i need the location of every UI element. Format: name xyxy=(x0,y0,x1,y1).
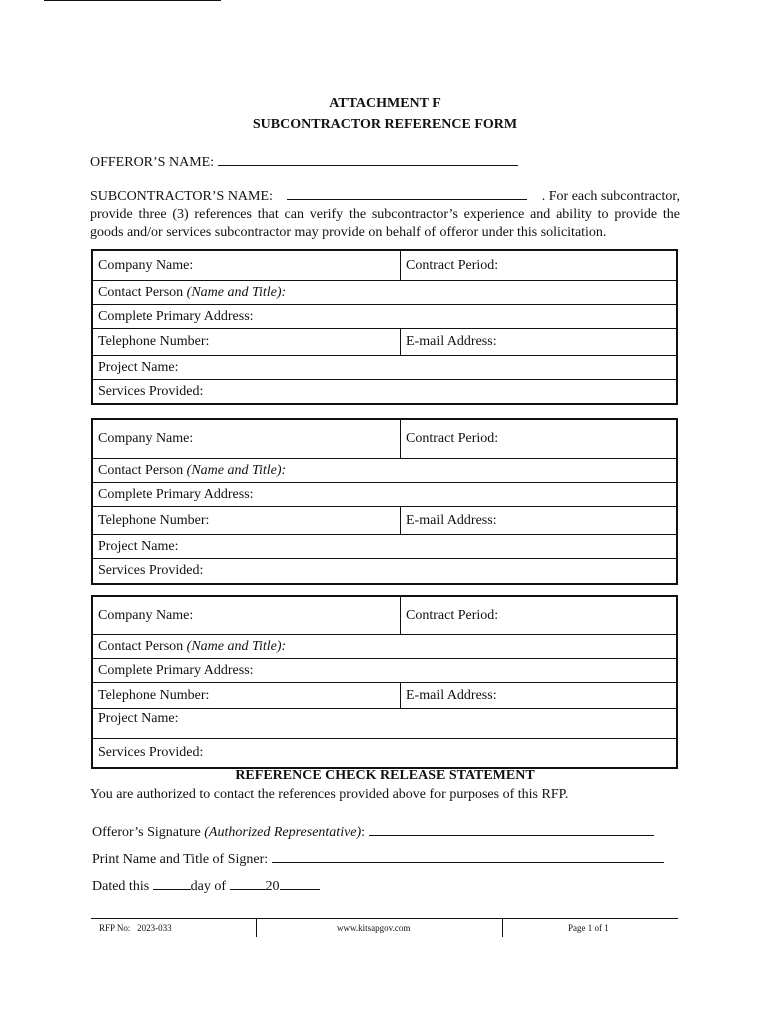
intro-text: provide three (3) references that can verify the subcontractor’s experience and ability to provide the goods and/or services subcontractor may provide on behalf of offeror under this solicitation. xyxy=(90,207,680,240)
email-field[interactable] xyxy=(401,507,676,534)
footer-divider xyxy=(502,919,503,937)
contact-person-label: Contact Person xyxy=(98,638,187,654)
dated-row xyxy=(92,876,320,895)
company-name-field[interactable] xyxy=(93,597,401,634)
company-name-label: Company Name: xyxy=(98,431,194,446)
address-field[interactable] xyxy=(93,305,676,328)
contact-person-label: Contact Person xyxy=(98,462,187,478)
telephone-field[interactable] xyxy=(93,683,401,708)
contract-period-field[interactable] xyxy=(401,597,676,634)
telephone-field[interactable] xyxy=(93,329,401,355)
email-field[interactable] xyxy=(401,683,676,708)
top-rule xyxy=(44,0,221,1)
offeror-name-field[interactable] xyxy=(218,152,518,166)
address-field[interactable] xyxy=(93,659,676,682)
form-title: SUBCONTRACTOR REFERENCE FORM xyxy=(252,117,518,132)
project-name-field[interactable] xyxy=(93,356,676,379)
contract-period-label: Contract Period: xyxy=(406,431,499,446)
telephone-label: Telephone Number: xyxy=(98,512,210,528)
company-name-label: Company Name: xyxy=(98,257,194,273)
offeror-name-row xyxy=(90,152,518,171)
contact-person-hint: (Name and Title): xyxy=(186,638,287,654)
telephone-field[interactable] xyxy=(93,507,401,534)
dated-this-label: Dated this xyxy=(92,879,153,894)
contact-person-field[interactable] xyxy=(93,281,676,304)
contract-period-field[interactable] xyxy=(401,420,676,458)
subcontractor-name-label: SUBCONTRACTOR’S NAME: xyxy=(90,189,273,204)
contact-person-field[interactable] xyxy=(93,635,676,658)
intro-tail-first: . For each subcontractor, xyxy=(541,189,680,204)
services-provided-label: Services Provided: xyxy=(98,745,204,760)
year-prefix-label: 20 xyxy=(265,879,280,894)
release-statement-title: REFERENCE CHECK RELEASE STATEMENT xyxy=(235,768,535,783)
print-name-row xyxy=(92,849,664,868)
services-provided-field[interactable] xyxy=(93,739,676,767)
project-name-field[interactable] xyxy=(93,709,676,738)
contact-person-label: Contact Person xyxy=(98,284,187,300)
reference-block-3 xyxy=(91,595,678,769)
company-name-field[interactable] xyxy=(93,251,401,280)
address-label: Complete Primary Address: xyxy=(98,486,254,502)
reference-block-2 xyxy=(91,418,678,585)
signature-label: Offeror’s Signature xyxy=(92,825,205,840)
signature-colon: : xyxy=(361,825,366,840)
contact-person-field[interactable] xyxy=(93,459,676,482)
services-provided-label: Services Provided: xyxy=(98,563,204,578)
footer-divider xyxy=(256,919,257,937)
services-provided-label: Services Provided: xyxy=(98,383,204,399)
contract-period-field[interactable] xyxy=(401,251,676,280)
reference-block-1 xyxy=(91,249,678,405)
print-name-field[interactable] xyxy=(272,849,664,863)
subcontractor-name-field[interactable] xyxy=(287,186,527,200)
telephone-label: Telephone Number: xyxy=(98,687,210,703)
year-field[interactable] xyxy=(280,876,320,890)
contract-period-label: Contract Period: xyxy=(406,607,499,623)
footer-rfp-number: RFP No: 2023-033 xyxy=(99,923,172,933)
day-of-label: day of xyxy=(190,879,230,894)
footer-page-number: Page 1 of 1 xyxy=(568,923,609,933)
contact-person-hint: (Name and Title): xyxy=(186,284,287,300)
company-name-field[interactable] xyxy=(93,420,401,458)
company-name-label: Company Name: xyxy=(98,607,194,623)
offeror-name-label: OFFEROR’S NAME: xyxy=(90,155,215,170)
attachment-title: ATTACHMENT F xyxy=(329,96,441,111)
address-field[interactable] xyxy=(93,483,676,506)
contract-period-label: Contract Period: xyxy=(406,257,499,273)
footer-website: www.kitsapgov.com xyxy=(337,923,411,933)
services-provided-field[interactable] xyxy=(93,380,676,403)
email-label: E-mail Address: xyxy=(406,512,497,528)
intro-paragraph xyxy=(90,186,680,242)
signature-field[interactable] xyxy=(369,822,654,836)
month-field[interactable] xyxy=(230,876,266,890)
address-label: Complete Primary Address: xyxy=(98,308,254,324)
services-provided-field[interactable] xyxy=(93,559,676,583)
project-name-label: Project Name: xyxy=(98,359,179,375)
contact-person-hint: (Name and Title): xyxy=(186,462,287,478)
address-label: Complete Primary Address: xyxy=(98,662,254,678)
day-field[interactable] xyxy=(153,876,191,890)
release-statement-text: You are authorized to contact the references provided above for purposes of this RFP. xyxy=(90,787,569,802)
project-name-field[interactable] xyxy=(93,535,676,558)
project-name-label: Project Name: xyxy=(98,711,179,726)
signature-hint: (Authorized Representative) xyxy=(204,825,362,840)
email-label: E-mail Address: xyxy=(406,687,497,703)
signature-row xyxy=(92,822,654,841)
footer xyxy=(91,919,678,937)
telephone-label: Telephone Number: xyxy=(98,334,210,349)
project-name-label: Project Name: xyxy=(98,538,179,554)
email-label: E-mail Address: xyxy=(406,334,497,349)
print-name-label: Print Name and Title of Signer: xyxy=(92,852,269,867)
email-field[interactable] xyxy=(401,329,676,355)
